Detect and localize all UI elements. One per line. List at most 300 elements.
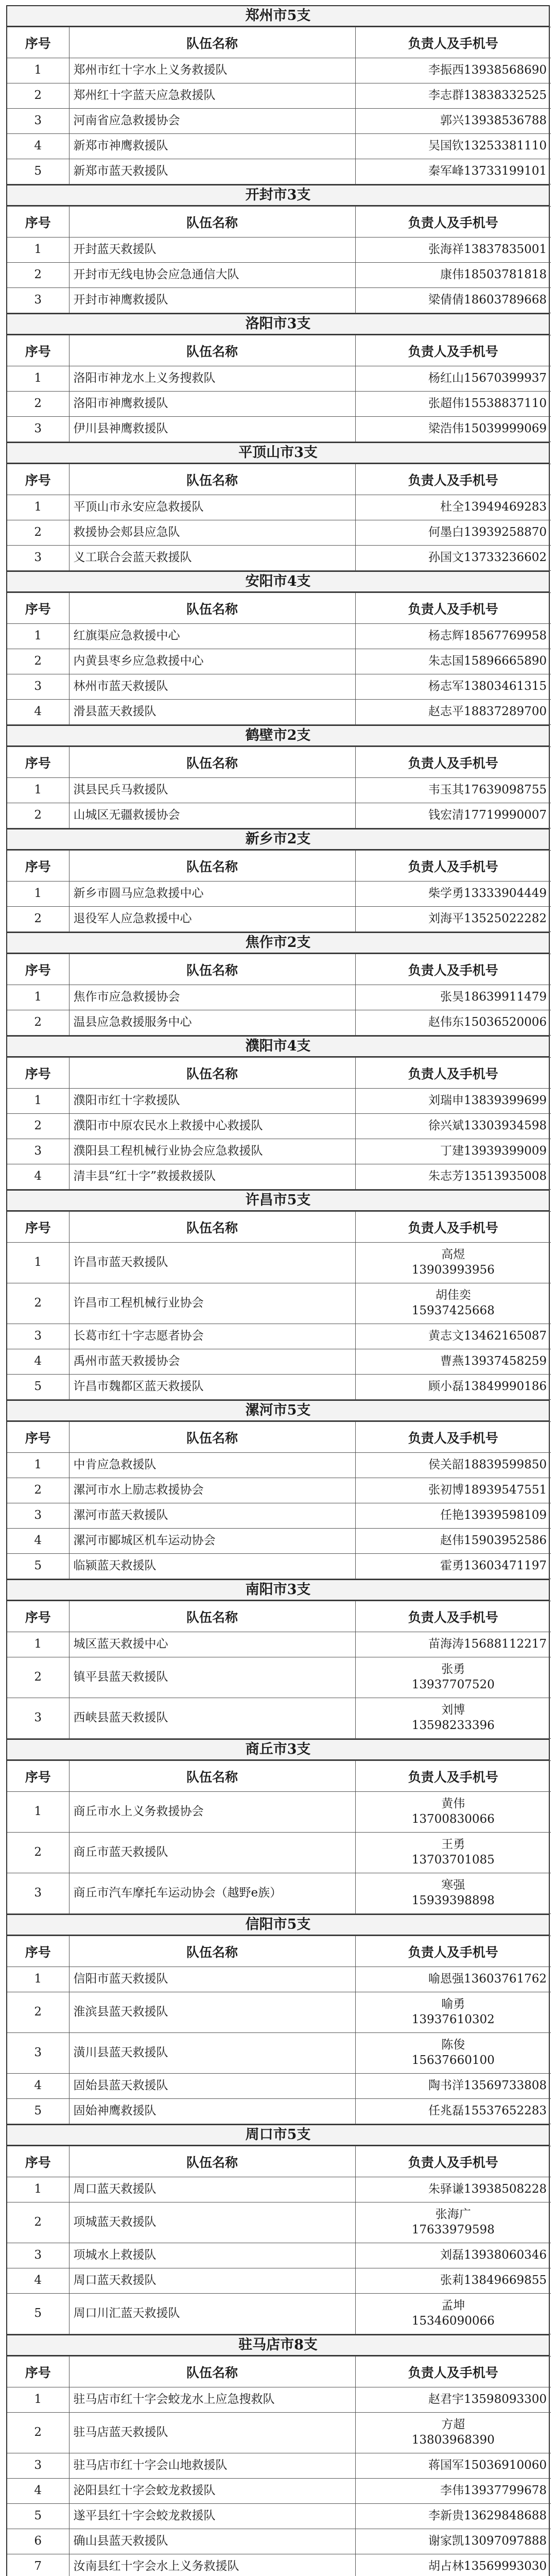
team-number: 5 bbox=[7, 159, 69, 184]
seq-header: 序号 bbox=[7, 1601, 69, 1632]
table-row bbox=[7, 109, 551, 134]
team-name: 伊川县神鹰救援队 bbox=[69, 417, 355, 442]
team-table bbox=[7, 592, 551, 725]
team-contact bbox=[355, 2453, 551, 2479]
team-name: 新郑市蓝天救援队 bbox=[69, 159, 355, 184]
team-contact bbox=[355, 1375, 551, 1400]
seq-header: 序号 bbox=[7, 335, 69, 366]
table-row bbox=[7, 1503, 551, 1529]
team-number: 2 bbox=[7, 2413, 69, 2453]
contact-header: 负责人及手机号 bbox=[355, 593, 551, 624]
team-contact bbox=[355, 907, 551, 932]
table-row bbox=[7, 2413, 551, 2453]
contact-phone[interactable]: 15039999069 bbox=[464, 422, 547, 436]
table-row bbox=[7, 58, 551, 83]
city-section bbox=[6, 2334, 550, 2576]
contact-phone[interactable]: 18567769958 bbox=[464, 629, 547, 643]
team-header: 队伍名称 bbox=[69, 207, 355, 238]
team-name: 商丘市蓝天救援队 bbox=[69, 1833, 355, 1873]
table-row bbox=[7, 1324, 551, 1349]
header-row bbox=[7, 954, 551, 985]
team-contact bbox=[355, 1139, 551, 1164]
seq-header: 序号 bbox=[7, 1058, 69, 1089]
city-section bbox=[6, 442, 550, 571]
contact-phone[interactable]: 15346090066 bbox=[411, 2314, 495, 2328]
team-number: 2 bbox=[7, 2202, 69, 2243]
contact-header: 负责人及手机号 bbox=[355, 1422, 551, 1453]
contact-phone[interactable]: 18839599850 bbox=[464, 1458, 547, 1472]
contact-person: 赵伟东 bbox=[428, 1015, 464, 1029]
contact-person: 任艳 bbox=[440, 1509, 464, 1522]
table-row bbox=[7, 674, 551, 700]
contact-phone[interactable]: 15896665890 bbox=[464, 654, 547, 668]
team-header: 队伍名称 bbox=[69, 2357, 355, 2387]
contact-person: 张超伟 bbox=[428, 397, 464, 411]
contact-phone[interactable]: 15537652283 bbox=[464, 2104, 547, 2118]
team-number: 1 bbox=[7, 1243, 69, 1283]
contact-person: 张昊 bbox=[440, 990, 464, 1004]
team-name: 开封市无线电协会应急通信大队 bbox=[69, 263, 355, 288]
team-number: 4 bbox=[7, 1164, 69, 1190]
contact-person: 杨志军 bbox=[428, 680, 464, 693]
team-name: 城区蓝天救援中心 bbox=[69, 1632, 355, 1657]
team-contact bbox=[355, 1453, 551, 1478]
team-number: 5 bbox=[7, 1375, 69, 1400]
header-row bbox=[7, 2146, 551, 2177]
team-table bbox=[7, 1601, 551, 1739]
contact-phone[interactable]: 13938568690 bbox=[464, 63, 547, 77]
team-number: 1 bbox=[7, 495, 69, 520]
table-row bbox=[7, 2243, 551, 2268]
contact-phone[interactable]: 13937799678 bbox=[464, 2484, 547, 2498]
contact-phone[interactable]: 13938060346 bbox=[464, 2248, 547, 2262]
contact-phone[interactable]: 15036520006 bbox=[464, 1015, 547, 1029]
contact-header: 负责人及手机号 bbox=[355, 1058, 551, 1089]
header-row bbox=[7, 207, 551, 238]
contact-phone[interactable]: 13849669855 bbox=[464, 2274, 547, 2287]
city-section bbox=[6, 184, 550, 313]
team-table bbox=[7, 1057, 551, 1190]
team-header: 队伍名称 bbox=[69, 851, 355, 882]
team-number: 1 bbox=[7, 366, 69, 392]
city-title: 新乡市2支 bbox=[7, 829, 549, 850]
city-section bbox=[6, 571, 550, 725]
team-name: 固始神鹰救援队 bbox=[69, 2099, 355, 2124]
team-contact bbox=[355, 2294, 551, 2334]
team-header: 队伍名称 bbox=[69, 1936, 355, 1967]
contact-person: 寒强 bbox=[441, 1878, 465, 1892]
team-name: 新郑市神鹰救援队 bbox=[69, 134, 355, 159]
table-row bbox=[7, 778, 551, 803]
contact-phone[interactable]: 13903993956 bbox=[411, 1263, 495, 1277]
team-number: 2 bbox=[7, 83, 69, 109]
contact-phone[interactable]: 13939258870 bbox=[464, 526, 547, 539]
team-name: 项城水上救援队 bbox=[69, 2243, 355, 2268]
team-header: 队伍名称 bbox=[69, 335, 355, 366]
contact-person: 李新贵 bbox=[428, 2509, 464, 2523]
team-number: 2 bbox=[7, 907, 69, 932]
table-row bbox=[7, 907, 551, 932]
team-number: 2 bbox=[7, 1657, 69, 1698]
contact-person: 曹燕 bbox=[440, 1354, 464, 1368]
team-name: 周口蓝天救援队 bbox=[69, 2268, 355, 2294]
team-number: 1 bbox=[7, 238, 69, 263]
team-name: 驻马店市红十字会山地救援队 bbox=[69, 2453, 355, 2479]
contact-phone[interactable]: 15903952586 bbox=[464, 1534, 547, 1548]
table-row bbox=[7, 2099, 551, 2124]
team-contact bbox=[355, 2413, 551, 2453]
team-contact bbox=[355, 1503, 551, 1529]
city-title: 商丘市3支 bbox=[7, 1740, 549, 1760]
team-contact bbox=[355, 417, 551, 442]
team-name: 镇平县蓝天救援队 bbox=[69, 1657, 355, 1698]
team-name: 驻马店市红十字会蛟龙水上应急搜救队 bbox=[69, 2387, 355, 2413]
table-row bbox=[7, 1657, 551, 1698]
contact-person: 赵伟 bbox=[440, 1534, 464, 1548]
seq-header: 序号 bbox=[7, 954, 69, 985]
contact-phone[interactable]: 13937707520 bbox=[411, 1678, 495, 1691]
contact-phone[interactable]: 15637660100 bbox=[411, 2054, 495, 2067]
team-contact bbox=[355, 2529, 551, 2554]
header-row bbox=[7, 335, 551, 366]
team-number: 4 bbox=[7, 1349, 69, 1375]
contact-phone[interactable]: 13598093300 bbox=[464, 2393, 547, 2406]
header-row bbox=[7, 1212, 551, 1243]
contact-phone[interactable]: 18503781818 bbox=[464, 268, 547, 282]
city-title: 南阳市3支 bbox=[7, 1580, 549, 1601]
city-section bbox=[6, 2124, 550, 2334]
contact-person: 张勇 bbox=[441, 1663, 465, 1676]
contact-phone[interactable]: 13939598109 bbox=[464, 1509, 547, 1522]
team-number: 1 bbox=[7, 1089, 69, 1114]
team-table bbox=[7, 2146, 551, 2334]
contact-phone[interactable]: 15688112217 bbox=[464, 1637, 547, 1651]
seq-header: 序号 bbox=[7, 747, 69, 778]
team-contact bbox=[355, 392, 551, 417]
contact-phone[interactable]: 18837289700 bbox=[464, 705, 547, 719]
team-number: 2 bbox=[7, 1010, 69, 1036]
team-number: 5 bbox=[7, 2294, 69, 2334]
contact-person: 李伟 bbox=[440, 2484, 464, 2498]
team-number: 5 bbox=[7, 1554, 69, 1579]
team-name: 平顶山市永安应急救援队 bbox=[69, 495, 355, 520]
team-table bbox=[7, 1211, 551, 1400]
team-header: 队伍名称 bbox=[69, 1212, 355, 1243]
city-title: 平顶山市3支 bbox=[7, 443, 549, 464]
city-section bbox=[6, 5, 550, 184]
contact-header: 负责人及手机号 bbox=[355, 1212, 551, 1243]
contact-person: 刘海平 bbox=[428, 912, 464, 926]
table-row bbox=[7, 495, 551, 520]
team-table bbox=[7, 954, 551, 1036]
contact-phone[interactable]: 13569733808 bbox=[464, 2079, 547, 2093]
table-row bbox=[7, 1114, 551, 1139]
team-contact bbox=[355, 700, 551, 725]
contact-phone[interactable]: 13097097888 bbox=[464, 2534, 547, 2548]
team-table bbox=[7, 335, 551, 442]
header-row bbox=[7, 2357, 551, 2387]
city-title: 许昌市5支 bbox=[7, 1191, 549, 1211]
contact-person: 胡佳奕 bbox=[435, 1289, 471, 1302]
city-section bbox=[6, 932, 550, 1036]
team-number: 7 bbox=[7, 2554, 69, 2576]
table-row bbox=[7, 2479, 551, 2504]
city-title: 信阳市5支 bbox=[7, 1915, 549, 1936]
city-section bbox=[6, 1914, 550, 2124]
team-name: 临颍蓝天救援队 bbox=[69, 1554, 355, 1579]
contact-phone[interactable]: 13949469283 bbox=[464, 500, 547, 514]
seq-header: 序号 bbox=[7, 1422, 69, 1453]
team-name: 林州市蓝天救援队 bbox=[69, 674, 355, 700]
seq-header: 序号 bbox=[7, 1212, 69, 1243]
team-number: 5 bbox=[7, 2099, 69, 2124]
contact-person: 张初博 bbox=[428, 1483, 464, 1497]
contact-person: 谢家凯 bbox=[428, 2534, 464, 2548]
table-row bbox=[7, 2202, 551, 2243]
contact-phone[interactable]: 13938508228 bbox=[464, 2182, 547, 2196]
contact-phone[interactable]: 13803461315 bbox=[464, 680, 547, 693]
contact-phone[interactable]: 13849990186 bbox=[464, 1380, 547, 1394]
contact-phone[interactable]: 15538837110 bbox=[464, 397, 547, 411]
seq-header: 序号 bbox=[7, 27, 69, 58]
city-title: 安阳市4支 bbox=[7, 572, 549, 592]
contact-phone[interactable]: 13939399009 bbox=[464, 1144, 547, 1158]
contact-phone[interactable]: 13513935008 bbox=[464, 1170, 547, 1183]
table-row bbox=[7, 238, 551, 263]
team-header: 队伍名称 bbox=[69, 747, 355, 778]
team-number: 4 bbox=[7, 134, 69, 159]
contact-person: 梁浩伟 bbox=[428, 422, 464, 436]
team-name: 淇县民兵马救援队 bbox=[69, 778, 355, 803]
city-section bbox=[6, 1739, 550, 1914]
team-contact bbox=[355, 238, 551, 263]
contact-person: 朱志芳 bbox=[428, 1170, 464, 1183]
team-name: 禹州市蓝天救援协会 bbox=[69, 1349, 355, 1375]
contact-phone[interactable]: 13937610302 bbox=[411, 2013, 495, 2026]
team-contact bbox=[355, 366, 551, 392]
contact-phone[interactable]: 13733236602 bbox=[464, 551, 547, 565]
table-row bbox=[7, 2504, 551, 2529]
team-name: 濮阳县工程机械行业协会应急救援队 bbox=[69, 1139, 355, 1164]
team-contact bbox=[355, 1554, 551, 1579]
team-contact bbox=[355, 778, 551, 803]
team-number: 2 bbox=[7, 1992, 69, 2033]
contact-person: 顾小磊 bbox=[428, 1380, 464, 1394]
team-number: 2 bbox=[7, 1114, 69, 1139]
team-contact bbox=[355, 263, 551, 288]
team-contact bbox=[355, 288, 551, 313]
team-number: 1 bbox=[7, 2177, 69, 2202]
contact-header: 负责人及手机号 bbox=[355, 207, 551, 238]
contact-phone[interactable]: 15939398898 bbox=[411, 1894, 495, 1907]
contact-phone[interactable]: 13598233396 bbox=[411, 1719, 495, 1732]
contact-phone[interactable]: 13253381110 bbox=[464, 139, 547, 153]
contact-phone[interactable]: 13803968390 bbox=[411, 2433, 495, 2447]
table-row bbox=[7, 83, 551, 109]
contact-person: 高煜 bbox=[441, 1248, 465, 1262]
team-number: 1 bbox=[7, 2387, 69, 2413]
team-name: 中肯应急救援队 bbox=[69, 1453, 355, 1478]
team-contact bbox=[355, 1324, 551, 1349]
team-name: 洛阳市神鹰救援队 bbox=[69, 392, 355, 417]
city-section bbox=[6, 313, 550, 442]
team-name: 义工联合会蓝天救援队 bbox=[69, 546, 355, 571]
contact-phone[interactable]: 13733199101 bbox=[464, 164, 547, 178]
table-row bbox=[7, 1164, 551, 1190]
contact-person: 王勇 bbox=[441, 1838, 465, 1852]
contact-phone[interactable]: 13700830066 bbox=[411, 1812, 495, 1826]
team-name: 驻马店蓝天救援队 bbox=[69, 2413, 355, 2453]
team-number: 1 bbox=[7, 1632, 69, 1657]
contact-phone[interactable]: 13333904449 bbox=[464, 887, 547, 901]
contact-person: 赵志平 bbox=[428, 705, 464, 719]
team-name: 遂平县红十字会蛟龙救援队 bbox=[69, 2504, 355, 2529]
contact-phone[interactable]: 13462165087 bbox=[464, 1329, 547, 1343]
team-table bbox=[7, 1760, 551, 1914]
team-name: 内黄县枣乡应急救援中心 bbox=[69, 649, 355, 674]
team-number: 1 bbox=[7, 624, 69, 649]
team-name: 濮阳市红十字救援队 bbox=[69, 1089, 355, 1114]
contact-person: 吴国钦 bbox=[428, 139, 464, 153]
contact-phone[interactable]: 13938536788 bbox=[464, 114, 547, 128]
contact-person: 黄志文 bbox=[428, 1329, 464, 1343]
team-number: 2 bbox=[7, 1833, 69, 1873]
team-header: 队伍名称 bbox=[69, 593, 355, 624]
team-number: 3 bbox=[7, 288, 69, 313]
header-row bbox=[7, 464, 551, 495]
team-name: 漯河市郾城区机车运动协会 bbox=[69, 1529, 355, 1554]
contact-phone[interactable]: 13603761762 bbox=[464, 1972, 547, 1986]
contact-phone[interactable]: 13569993030 bbox=[464, 2560, 547, 2573]
team-contact bbox=[355, 1164, 551, 1190]
contact-phone[interactable]: 15937425668 bbox=[411, 1304, 495, 1317]
header-row bbox=[7, 27, 551, 58]
table-row bbox=[7, 134, 551, 159]
team-name: 淮滨县蓝天救援队 bbox=[69, 1992, 355, 2033]
team-name: 周口蓝天救援队 bbox=[69, 2177, 355, 2202]
contact-person: 苗海涛 bbox=[428, 1637, 464, 1651]
team-header: 队伍名称 bbox=[69, 1422, 355, 1453]
contact-phone[interactable]: 13838332525 bbox=[464, 89, 547, 103]
contact-phone[interactable]: 17633979598 bbox=[411, 2223, 495, 2236]
team-number: 5 bbox=[7, 2504, 69, 2529]
city-title: 洛阳市3支 bbox=[7, 314, 549, 335]
table-row bbox=[7, 1792, 551, 1833]
contact-phone[interactable]: 17719990007 bbox=[464, 808, 547, 822]
team-number: 1 bbox=[7, 882, 69, 907]
team-contact bbox=[355, 1478, 551, 1503]
contact-person: 康伟 bbox=[440, 268, 464, 282]
contact-phone[interactable]: 15036910060 bbox=[464, 2459, 547, 2472]
team-contact bbox=[355, 1089, 551, 1114]
contact-phone[interactable]: 18639911479 bbox=[464, 990, 547, 1004]
team-contact bbox=[355, 1243, 551, 1283]
team-contact bbox=[355, 1873, 551, 1914]
team-name: 退役军人应急救援中心 bbox=[69, 907, 355, 932]
team-contact bbox=[355, 1114, 551, 1139]
contact-person: 杨志辉 bbox=[428, 629, 464, 643]
team-name: 新乡市圆马应急救援中心 bbox=[69, 882, 355, 907]
contact-header: 负责人及手机号 bbox=[355, 954, 551, 985]
team-contact bbox=[355, 58, 551, 83]
contact-person: 张海祥 bbox=[428, 243, 464, 257]
team-name: 汝南县红十字会水上义务救援队 bbox=[69, 2554, 355, 2576]
contact-phone[interactable]: 17639098755 bbox=[464, 783, 547, 797]
team-table bbox=[7, 2356, 551, 2576]
table-row bbox=[7, 1992, 551, 2033]
city-title: 鹤壁市2支 bbox=[7, 726, 549, 747]
contact-phone[interactable]: 18603789668 bbox=[464, 293, 547, 307]
contact-phone[interactable]: 13525022282 bbox=[464, 912, 547, 926]
contact-header: 负责人及手机号 bbox=[355, 1601, 551, 1632]
seq-header: 序号 bbox=[7, 593, 69, 624]
city-title: 驻马店市8支 bbox=[7, 2335, 549, 2356]
city-section bbox=[6, 1036, 550, 1190]
seq-header: 序号 bbox=[7, 851, 69, 882]
contact-phone[interactable]: 13303934598 bbox=[464, 1119, 547, 1133]
contact-person: 方超 bbox=[441, 2418, 465, 2432]
contact-phone[interactable]: 13839399699 bbox=[464, 1094, 547, 1108]
table-row bbox=[7, 263, 551, 288]
team-contact bbox=[355, 2202, 551, 2243]
table-row bbox=[7, 1554, 551, 1579]
contact-phone[interactable]: 13629848688 bbox=[464, 2509, 547, 2523]
team-table bbox=[7, 206, 551, 313]
table-row bbox=[7, 2294, 551, 2334]
contact-phone[interactable]: 18939547551 bbox=[464, 1483, 547, 1497]
team-contact bbox=[355, 1698, 551, 1739]
city-title: 焦作市2支 bbox=[7, 933, 549, 954]
contact-person: 刘瑞申 bbox=[428, 1094, 464, 1108]
contact-phone[interactable]: 13603471197 bbox=[464, 1559, 547, 1573]
table-row bbox=[7, 520, 551, 546]
team-number: 3 bbox=[7, 674, 69, 700]
team-name: 漯河市蓝天救援队 bbox=[69, 1503, 355, 1529]
table-row bbox=[7, 288, 551, 313]
seq-header: 序号 bbox=[7, 1936, 69, 1967]
team-number: 3 bbox=[7, 417, 69, 442]
contact-person: 朱志国 bbox=[428, 654, 464, 668]
contact-header: 负责人及手机号 bbox=[355, 464, 551, 495]
table-row bbox=[7, 1010, 551, 1036]
team-number: 1 bbox=[7, 985, 69, 1010]
team-contact bbox=[355, 134, 551, 159]
team-name: 周口川汇蓝天救援队 bbox=[69, 2294, 355, 2334]
table-row bbox=[7, 2074, 551, 2099]
team-contact bbox=[355, 546, 551, 571]
team-name: 红旗渠应急救援中心 bbox=[69, 624, 355, 649]
team-contact bbox=[355, 649, 551, 674]
team-number: 3 bbox=[7, 1503, 69, 1529]
team-number: 4 bbox=[7, 2268, 69, 2294]
city-title: 周口市5支 bbox=[7, 2125, 549, 2146]
team-contact bbox=[355, 2074, 551, 2099]
team-contact bbox=[355, 674, 551, 700]
team-number: 1 bbox=[7, 1967, 69, 1992]
city-title: 开封市3支 bbox=[7, 185, 549, 206]
table-row bbox=[7, 1089, 551, 1114]
contact-phone[interactable]: 13937458259 bbox=[464, 1354, 547, 1368]
contact-phone[interactable]: 13703701085 bbox=[411, 1853, 495, 1867]
contact-person: 胡占林 bbox=[428, 2560, 464, 2573]
contact-header: 负责人及手机号 bbox=[355, 2357, 551, 2387]
contact-phone[interactable]: 15670399937 bbox=[464, 371, 547, 385]
contact-phone[interactable]: 13837835001 bbox=[464, 243, 547, 257]
team-number: 1 bbox=[7, 778, 69, 803]
contact-person: 钱宏清 bbox=[428, 808, 464, 822]
team-number: 2 bbox=[7, 649, 69, 674]
header-row bbox=[7, 1936, 551, 1967]
